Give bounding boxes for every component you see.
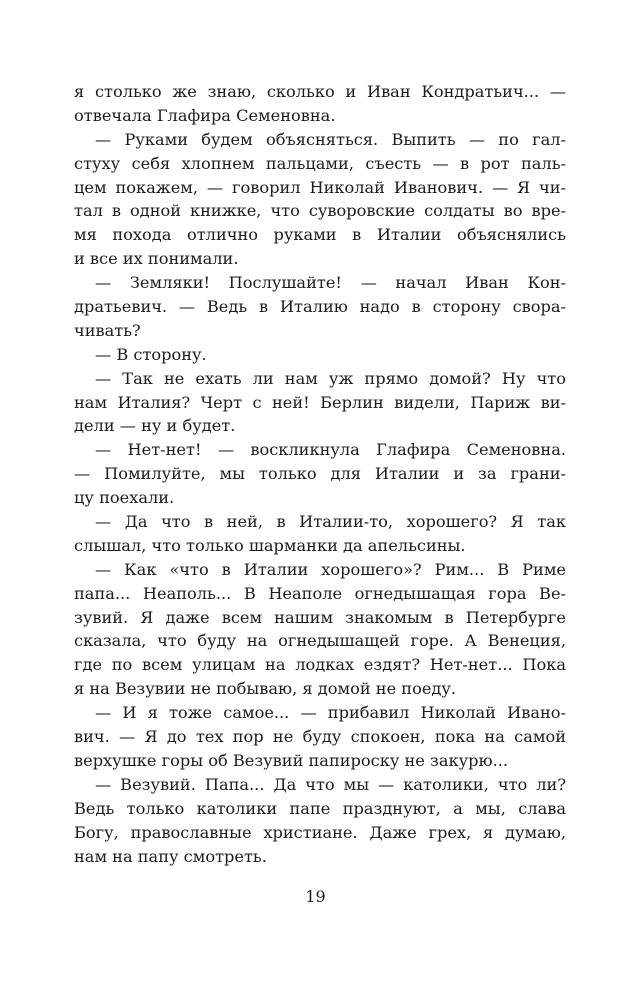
- text-line: я на Везувии не побываю, я домой не поеду.: [74, 679, 457, 699]
- page-number: 19: [305, 887, 326, 906]
- text-line: зувий. Я даже всем нашим знакомым в Петербурге: [74, 607, 566, 627]
- text-line: где по всем улицам на лодках ездят? Нет-нет... Пока: [74, 655, 566, 675]
- page-text: [74, 80, 566, 868]
- text-line: Богу, православные христиане. Даже грех, я думаю,: [74, 822, 566, 842]
- text-line: вич. — Я до тех пор не буду спокоен, пока на самой: [74, 727, 566, 747]
- text-line: стуху себя хлопнем пальцами, съесть — в рот паль-: [74, 153, 566, 173]
- text-line: цем покажем, — говорил Николай Иванович. — Я чи-: [74, 177, 566, 197]
- text-line: верхушке горы об Везувий папироску не закурю...: [74, 750, 509, 770]
- text-line: сказала, что буду на огнедышащей горе. А Венеция,: [74, 631, 566, 651]
- text-line: — В сторону.: [95, 344, 207, 364]
- text-line: — Земляки! Послушайте! — начал Иван Кон-: [95, 273, 566, 293]
- text-line: — Руками будем объясняться. Выпить — по гал-: [95, 129, 566, 149]
- text-line: Ведь только католики папе празднуют, а мы, слава: [74, 798, 566, 818]
- text-line: папа... Неаполь... В Неаполе огнедышащая гора Ве-: [74, 583, 566, 603]
- text-line: — И я тоже самое... — прибавил Николай Ивано-: [95, 703, 566, 723]
- text-line: и все их понимали.: [74, 249, 239, 269]
- text-line: слышал, что только шарманки да апельсины.: [74, 535, 466, 555]
- text-line: — Нет-нет! — воскликнула Глафира Семеновна.: [95, 440, 566, 460]
- text-line: — Помилуйте, мы только для Италии и за грани-: [74, 464, 566, 484]
- text-line: — Да что в ней, в Италии-то, хорошего? Я так: [95, 512, 566, 532]
- text-line: — Как «что в Италии хорошего»? Рим... В Риме: [95, 559, 566, 579]
- text-line: мя похода отлично руками в Италии объяснялись: [74, 225, 566, 245]
- text-line: дратьевич. — Ведь в Италию надо в сторону свора-: [74, 297, 566, 317]
- text-line: — Так не ехать ли нам уж прямо домой? Ну что: [95, 368, 566, 388]
- text-line: отвечала Глафира Семеновна.: [74, 105, 336, 125]
- text-line: — Везувий. Папа... Да что мы — католики, что ли?: [95, 774, 566, 794]
- text-line: тал в одной книжке, что суворовские солдаты во вре-: [74, 201, 566, 221]
- text-line: дели — ну и будет.: [74, 416, 236, 436]
- text-line: нам Италия? Черт с ней! Берлин видели, Париж ви-: [74, 392, 566, 412]
- text-line: цу поехали.: [74, 488, 175, 508]
- text-line: я столько же знаю, сколько и Иван Кондратьич... —: [74, 82, 566, 101]
- text-line: чивать?: [74, 320, 141, 340]
- text-line: нам на папу смотреть.: [74, 846, 267, 866]
